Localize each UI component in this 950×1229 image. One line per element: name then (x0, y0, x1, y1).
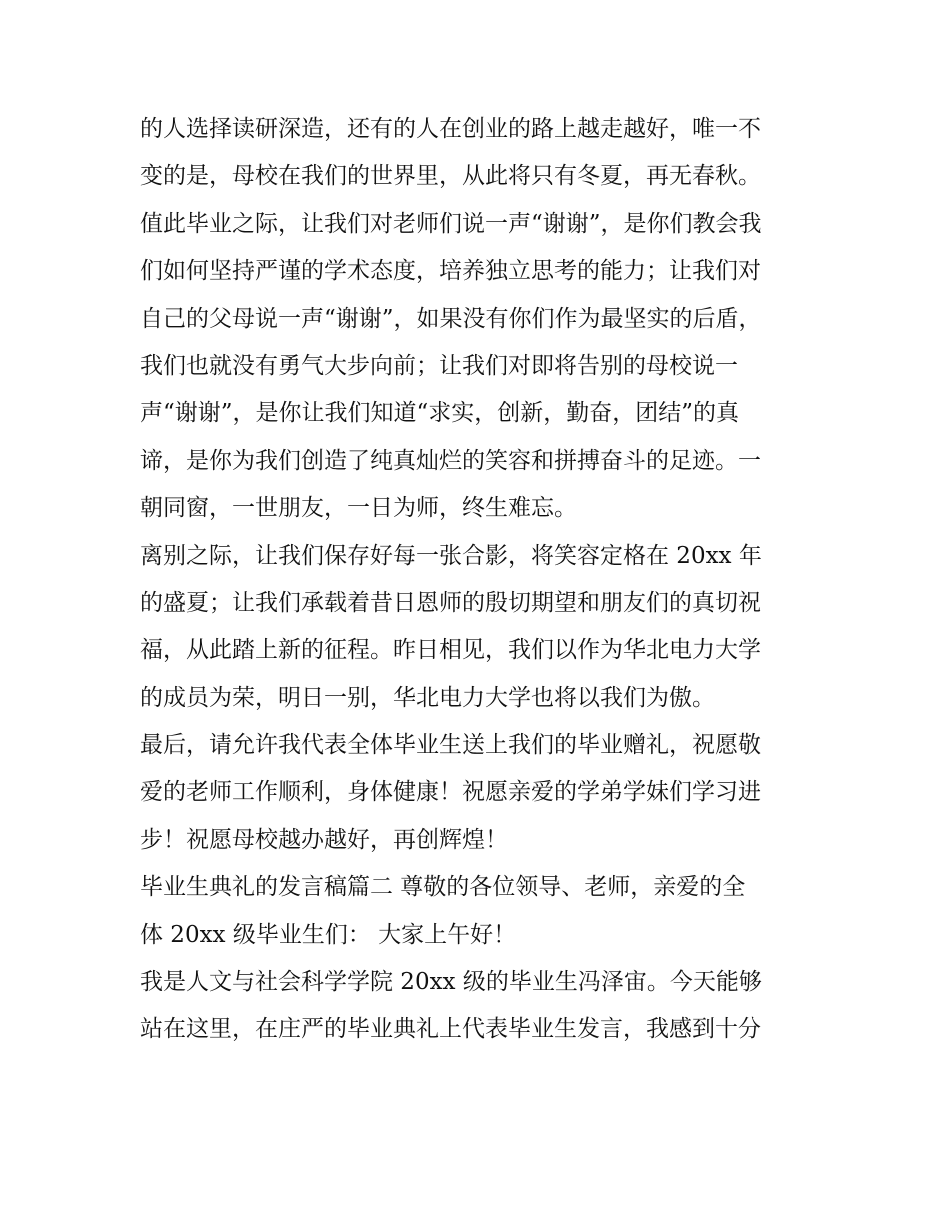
text-line: 站在这里，在庄严的毕业典礼上代表毕业生发言，我感到十分 (140, 1016, 761, 1043)
text-line: 自己的父母说一声“谢谢”，如果没有你们作为最坚实的后盾， (140, 305, 762, 332)
text-line: 值此毕业之际，让我们对老师们说一声“谢谢”，是你们教会我 (140, 210, 762, 237)
text-line: 朝同窗，一世朋友，一日为师，终生难忘。 (140, 495, 577, 522)
text-line: 我们也就没有勇气大步向前；让我们对即将告别的母校说一 (140, 352, 738, 379)
text-line: 最后，请允许我代表全体毕业生送上我们的毕业赠礼，祝愿敬 (140, 732, 761, 759)
text-line: 的人选择读研深造，还有的人在创业的路上越走越好，唯一不 (140, 116, 761, 142)
text-line: 我是人文与社会科学学院 20xx 级的毕业生冯泽宙。今天能够 (140, 969, 762, 996)
text-line: 声“谢谢”，是你让我们知道“求实，创新，勤奋，团结”的真 (140, 400, 740, 427)
text-line: 变的是，母校在我们的世界里，从此将只有冬夏，再无春秋。 (140, 163, 761, 190)
text-line: 的成员为荣，明日一别，华北电力大学也将以我们为傲。 (140, 684, 715, 711)
document-body (140, 106, 820, 1054)
text-line: 的盛夏；让我们承载着昔日恩师的殷切期望和朋友们的真切祝 (140, 589, 761, 616)
text-line: 爱的老师工作顺利，身体健康！祝愿亲爱的学弟学妹们学习进 (140, 779, 761, 806)
text-line: 步！祝愿母校越办越好，再创辉煌！ (140, 826, 508, 853)
text-line: 福，从此踏上新的征程。昨日相见，我们以作为华北电力大学 (140, 637, 761, 664)
text-line: 毕业生典礼的发言稿篇二 尊敬的各位领导、老师，亲爱的全 (140, 874, 746, 901)
text-line: 谛，是你为我们创造了纯真灿烂的笑容和拼搏奋斗的足迹。一 (140, 447, 761, 474)
text-line: 体 20xx 级毕业生们： 大家上午好！ (140, 921, 517, 948)
text-line: 离别之际，让我们保存好每一张合影，将笑容定格在 20xx 年 (140, 542, 762, 569)
text-line: 们如何坚持严谨的学术态度，培养独立思考的能力；让我们对 (140, 258, 761, 285)
